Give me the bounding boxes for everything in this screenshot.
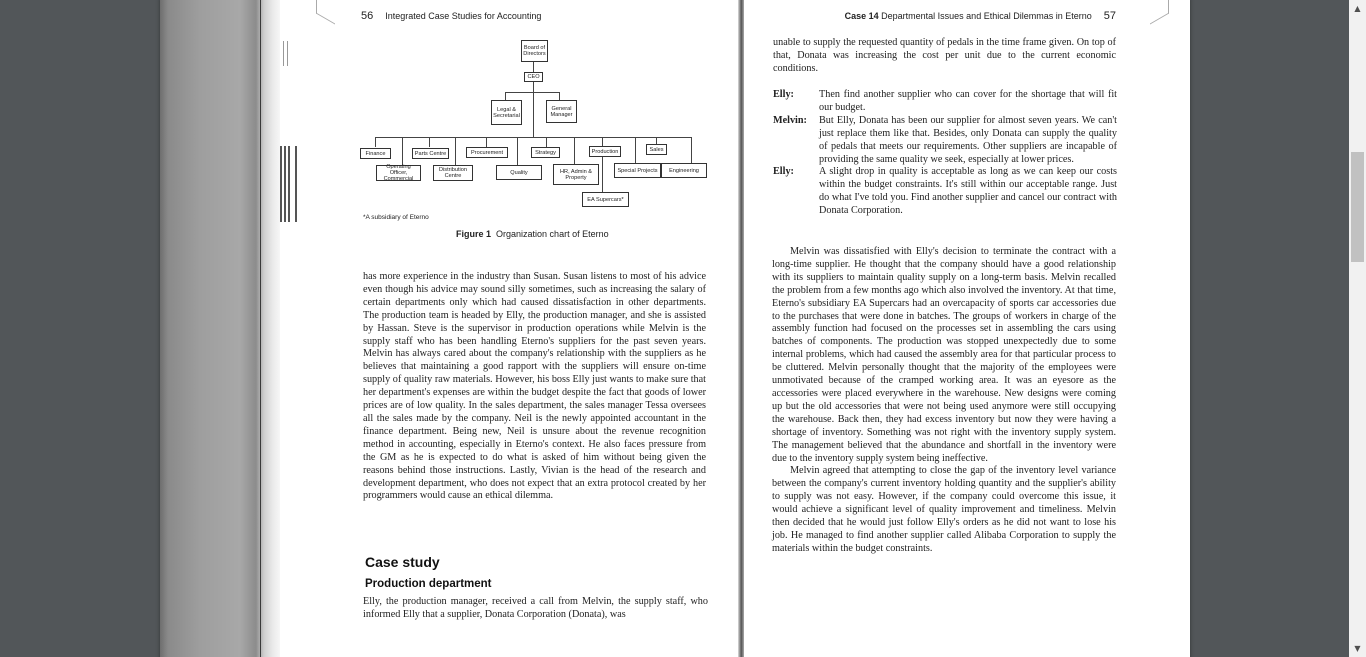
scan-artifact bbox=[295, 146, 297, 222]
org-box-production: Production bbox=[589, 146, 621, 157]
org-box-strategy: Strategy bbox=[531, 147, 560, 158]
scroll-down-arrow-icon[interactable]: ▼ bbox=[1354, 644, 1361, 653]
heading-production-department: Production department bbox=[365, 578, 492, 590]
right-paragraph-2: Melvin agreed that attempting to close the gap of the inventory level variance between the company's current inventory holding quantity and the supplier's ability to supply was not easy. However, if the company could overcome this issue, it would achieve a significant level of quality improvement and timeliness. Melvin then decided that he would just follow Elly's orders as he did not want to lose his job. He managed to find another supplier called Alibaba Corporation to supply the materials within the budget constraints. bbox=[772, 465, 1116, 554]
org-box-hr-admin: HR, Admin & Property bbox=[553, 164, 599, 185]
right-paragraph-1: Melvin was dissatisfied with Elly's decision to terminate the contract with a long-time supplier. He thought that the company should have a good relationship with its suppliers to maintain quality supply on a long-term basis. Melvin recalled the problem from a few months ago which also involved the inventory. At that time, Eterno's subsidiary EA Supercars had an overcapacity of sports car accessories due to the purchases that were done in batches. The groups of workers in charge of the assembly function had focused on the processes set in assembling the cars using batches of components. The production was stopped unexpectedly due to some internal problems, which had caused the assembly area for that particular process to be cluttered. Melvin personally thought that the majority of the employees were unmotivated because of the cramped working area. It was an eyesore as the accessories were placed everywhere in the warehouse. New designs were coming up but the old accessories that were not being used anymore were still occupying the warehouse. Back then, they had excess inventory but now they were having a shortage of inventory. Something was not right with the inventory supply system. The management believed that the abundance and shortfall in the inventory were due to the inventory supply system being ineffective. bbox=[772, 246, 1116, 464]
dialogue-line bbox=[773, 89, 1117, 115]
book-title: Integrated Case Studies for Accounting bbox=[385, 11, 542, 21]
org-footnote: *A subsidiary of Eterno bbox=[363, 214, 429, 221]
org-box-finance: Finance bbox=[360, 148, 391, 159]
org-box-operating-officer: Operating Officer, Commercial bbox=[376, 165, 421, 181]
scan-artifact bbox=[283, 41, 284, 66]
right-page bbox=[770, 0, 1120, 657]
scan-artifact bbox=[284, 146, 286, 222]
org-box-legal: Legal & Secretarial bbox=[491, 100, 522, 125]
right-body bbox=[772, 246, 1116, 556]
right-intro-paragraph: unable to supply the requested quantity of pedals in the time frame given. On top of that, Donata was increasing the cost per unit due to the current economic conditions. bbox=[773, 37, 1116, 74]
dialogue-block bbox=[773, 89, 1117, 218]
org-box-distribution-centre: Distribution Centre bbox=[433, 165, 473, 181]
page-number: 56 bbox=[361, 10, 374, 22]
figure-label: Figure 1 bbox=[456, 229, 492, 239]
dialogue-line bbox=[773, 115, 1117, 167]
speaker: Elly: bbox=[773, 166, 794, 178]
org-box-parts-centre: Parts Centre bbox=[412, 148, 449, 159]
scrollbar-thumb[interactable] bbox=[1351, 152, 1364, 262]
left-paragraph-2: Elly, the production manager, received a call from Melvin, the supply staff, who informed Elly that a supplier, Donata Corporation (Donata), was bbox=[363, 596, 708, 620]
heading-case-study: Case study bbox=[365, 554, 440, 570]
scan-edge-line bbox=[260, 0, 261, 657]
scan-artifact bbox=[287, 41, 288, 66]
speaker: Elly: bbox=[773, 89, 794, 100]
org-box-sales: Sales bbox=[646, 144, 667, 155]
figure-caption-text: Organization chart of Eterno bbox=[496, 229, 609, 239]
org-box-procurement: Procurement bbox=[466, 147, 508, 158]
dialogue-text: Then find another supplier who can cover for the shortage that will fit our budget. bbox=[819, 89, 1117, 113]
left-paragraph-1: has more experience in the industry than Susan. Susan listens to most of his advice even though his advice may sound silly sometimes, such as increasing the salary of certain departments only which had caused dissatisfaction in other departments. The production team is headed by Elly, the production manager, and she is assisted by Hassan. Steve is the supervisor in production operations while Melvin is the supply staff who has been handling Eterno's suppliers for the past seven years. Melvin has always cared about the company's relationship with the suppliers as he believes that maintaining a good rapport with the suppliers will ensure on-time supply of quality raw materials. However, his boss Elly just wants to make sure that her department's expenses are within the budget despite the fact that goods of lower prices are of low quality. In the sales department, the sales manager Tessa oversees all the sales made by the company. Neil is the newly appointed accountant in the finance department. Being new, Neil is unsure about the revenue recognition method in accounting, especially in Eterno's context. He also faces pressure from the GM as he is expected to do what is asked of him without being given the reasons behind those instructions. Lastly, Vivian is the head of the research and development department, who does not expect that an extra protocol created by her programmers would cause an ethical dilemma. bbox=[363, 271, 706, 502]
org-box-ceo: CEO bbox=[524, 72, 543, 82]
org-box-ea-supercars: EA Supercars* bbox=[582, 192, 629, 207]
case-label: Case 14 bbox=[844, 11, 879, 21]
scanned-page-spread bbox=[160, 0, 1190, 657]
vertical-scrollbar[interactable] bbox=[1349, 0, 1366, 657]
org-box-quality: Quality bbox=[496, 165, 542, 180]
org-box-engineering: Engineering bbox=[661, 163, 707, 178]
speaker: Melvin: bbox=[773, 114, 807, 126]
left-page bbox=[360, 0, 740, 657]
page-corner-mark bbox=[1150, 0, 1169, 24]
scroll-up-arrow-icon[interactable]: ▲ bbox=[1354, 4, 1361, 13]
right-running-head bbox=[845, 10, 1116, 22]
org-box-gm: General Manager bbox=[546, 100, 577, 123]
dialogue-text: But Elly, Donata has been our supplier for almost seven years. We can't just replace them like that. Besides, only Donata can supply the quality of pedals that meets our requirements. Other suppliers are incapable of providing the same quality we seek, especially at lower prices. bbox=[819, 114, 1117, 165]
scan-shadow-edge bbox=[160, 0, 280, 657]
dialogue-line bbox=[773, 166, 1117, 218]
left-running-head bbox=[361, 10, 541, 22]
page-number: 57 bbox=[1103, 10, 1116, 22]
dialogue-text: A slight drop in quality is acceptable as long as we can keep our costs within the budget constraints. It's still within our acceptable range. Just do what I've told you. Find another supplier and cancel our contract with Donata Corporation. bbox=[819, 166, 1117, 217]
chapter-title: Departmental Issues and Ethical Dilemmas in Eterno bbox=[881, 11, 1092, 21]
scan-artifact bbox=[288, 146, 290, 222]
org-chart bbox=[360, 36, 720, 226]
scan-artifact bbox=[280, 146, 282, 222]
figure-caption bbox=[456, 229, 609, 239]
org-box-board: Board of Directors bbox=[521, 40, 548, 62]
page-corner-mark bbox=[316, 0, 335, 24]
org-box-special-projects: Special Projects bbox=[614, 163, 661, 178]
